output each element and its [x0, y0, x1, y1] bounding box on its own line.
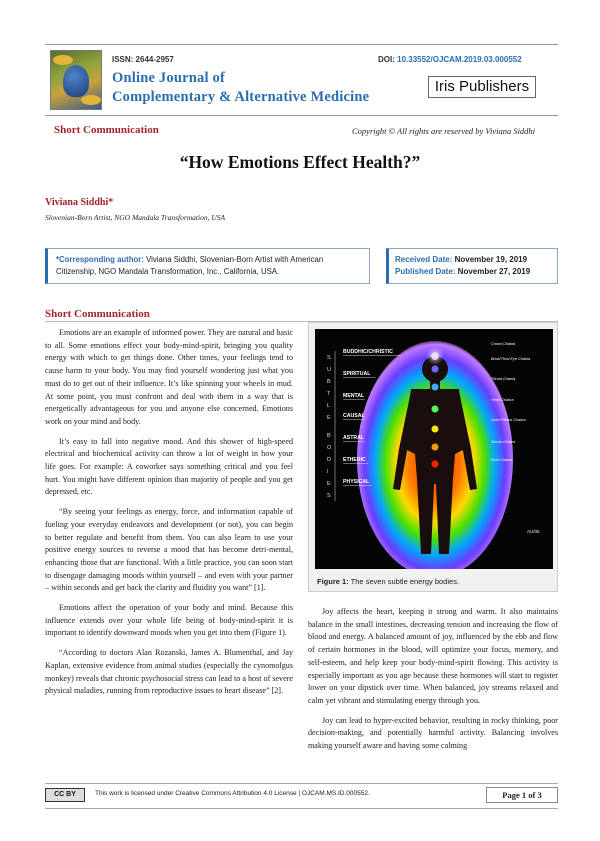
doi: [378, 55, 522, 64]
page-number: Page 1 of 3: [486, 787, 558, 803]
article-type: Short Communication: [54, 124, 159, 136]
journal-logo: [50, 50, 102, 110]
corresponding-author-box: [45, 248, 370, 284]
subtle-body-label: BUDDHIC/CHRISTIC: [343, 349, 393, 355]
article-title: “How Emotions Effect Health?”: [179, 152, 421, 172]
license-text: This work is licensed under Creative Commons Attribution 4.0 License | OJCAM.MS.ID.000552.: [95, 790, 370, 797]
subtle-body-label: PHYSICAL: [343, 479, 370, 485]
figure-corner-label: AU/06: [527, 529, 540, 534]
svg-text:O: O: [327, 445, 332, 451]
header-bottom-rule: [45, 115, 558, 116]
svg-text:U: U: [327, 367, 331, 373]
published-date: November 27, 2019: [455, 267, 531, 276]
subtle-bodies-illustration: [315, 329, 553, 569]
journal-name-line1: Online Journal of: [112, 70, 225, 86]
received-label: Received Date:: [395, 255, 453, 264]
left-column: [45, 327, 293, 705]
logo-leaf-icon: [53, 55, 73, 65]
paragraph: Emotions are an example of informed power. They are natural and basic to all. Some emotions effect your body-mind-spirit, bringing you quality energy with which to get things done. Other times, your feelings tend to cause harm to your body. You may find yourself wondering just what you must do to get out of their influence. It’s like spinning your wheels in mud. At some point, you must confront and deal with them in a way that is energetically advantageous for you and anyone else concerned. Emotions work on your mind and body.: [45, 328, 293, 426]
corresponding-text: Viviana Siddhi, Slovenian-Born Artist with American Citizenship, NGO Mandala Transformation, Inc., California, USA.: [56, 255, 324, 276]
subtle-body-label: ASTRAL: [343, 435, 365, 441]
footer-top-rule: [45, 783, 558, 784]
copyright-notice: Copyright © All rights are reserved by Viviana Siddhi: [352, 126, 536, 136]
chakra-label: Sacral Chakra: [491, 440, 516, 444]
chakra-label: Throat Chakra: [491, 377, 516, 381]
figure-caption-text: The seven subtle energy bodies.: [348, 577, 460, 586]
header-top-rule: [45, 44, 558, 45]
bird-icon: [63, 65, 89, 97]
footer-bottom-rule: [45, 808, 558, 809]
logo-leaf-icon: [81, 95, 101, 105]
figure-caption: [317, 577, 459, 586]
side-label: [327, 351, 335, 501]
svg-text:E: E: [327, 415, 331, 421]
dates-box: [386, 248, 558, 284]
svg-text:T: T: [327, 391, 331, 397]
subtle-body-label: MENTAL: [343, 393, 365, 399]
svg-text:S: S: [327, 493, 331, 499]
received-date: November 19, 2019: [452, 255, 528, 264]
svg-text:I: I: [327, 469, 329, 475]
doi-label: DOI:: [378, 55, 395, 64]
published-label: Published Date:: [395, 267, 456, 276]
figure-image: [315, 329, 553, 569]
chakra-label: Root Chakra: [491, 458, 513, 462]
subtle-body-label: ETHERIC: [343, 457, 366, 463]
svg-text:B: B: [327, 433, 331, 439]
subtle-body-label: CAUSAL: [343, 413, 365, 419]
author-affiliation: Slovenian-Born Artist, NGO Mandala Transformation, USA: [45, 213, 226, 222]
paragraph: Joy affects the heart, keeping it strong and warm. It also maintains balance in the small intestines, decreasing tension and increasing the flow of blood and energy. A balanced amount of joy, influenced by the ebb and flow of certain hormones in the blood, will optimize your focus, memory, and self-esteem, and help keep your body-mind-spirit flowing. This activity is especially important as you age because these hormones will start to register lower on your dipstick over time. When balanced, joy streams relaxed and calm yet vibrant and stimulating energy through you.: [308, 607, 558, 705]
doi-link[interactable]: 10.33552/OJCAM.2019.03.000552: [397, 55, 522, 64]
figure-1: [308, 322, 558, 592]
svg-text:E: E: [327, 481, 331, 487]
right-column: [308, 606, 558, 760]
subtle-body-label: SPIRITUAL: [343, 371, 371, 377]
paragraph: It’s easy to fall into negative mood. And this shower of high-speed electrical and biochemical activity can throw a lot of weight in how your life goes. For example: A coworker says something critical and you feel hurt. You might have different opinion than majority of people and you get depressed, etc.: [45, 436, 293, 497]
paragraph: Joy can lead to hyper-excited behavior, resulting in rocky thinking, poor decision-making, and potentially harmful activity. Balancing involves making yourself aware and having some calming: [308, 715, 558, 751]
publisher-logo: Iris Publishers: [428, 76, 536, 98]
svg-text:L: L: [327, 403, 331, 409]
chakra-label: Brow/Third Eye Chakra: [491, 357, 531, 361]
svg-text:B: B: [327, 379, 331, 385]
paragraph: “By seeing your feelings as energy, force, and information capable of fueling your everyday endeavors and development (or not), you can begin to better regulate and benefit from them. You can also learn to use your positive energy sources to reverse a mood that has become detri-mental, enhancing those that are functional. With a little practice, you can soon start to disengage damaging moods within yourself – and even with your partner – within seconds and get back the clarity and fluidity you want” [1].: [45, 507, 293, 593]
svg-text:D: D: [327, 457, 331, 463]
journal-name-line2: Complementary & Alternative Medicine: [112, 89, 370, 105]
paragraph: “According to doctors Alan Rozanski, James A. Blumenthal, and Jay Kaplan, extensive evidence from animal studies (especially the cynomolgus monkey) reveals that chronic psychosocial stress can lead to a host of severe physical maladies, running from reproductive issues to heart disease” [2].: [45, 648, 293, 696]
svg-text:S: S: [327, 355, 332, 361]
creative-commons-badge[interactable]: CC BY: [45, 788, 85, 802]
corresponding-label: *Corresponding author:: [56, 255, 144, 264]
paragraph: Emotions affect the operation of your body and mind. Because this influence extends over your whole life being of body-mind-spirit it is important to identify downward moods when you get into them (Figure 1).: [45, 603, 293, 638]
chakra-label: Crown Chakra: [491, 342, 516, 346]
chakra-label: Heart Chakra: [491, 398, 514, 402]
issn: ISSN: 2644-2957: [112, 55, 174, 64]
figure-caption-label: Figure 1:: [317, 577, 349, 586]
section-heading: Short Communication: [45, 308, 150, 320]
chakra-label: Solar Plexus Chakra: [491, 418, 526, 422]
author-name: Viviana Siddhi*: [45, 197, 114, 208]
